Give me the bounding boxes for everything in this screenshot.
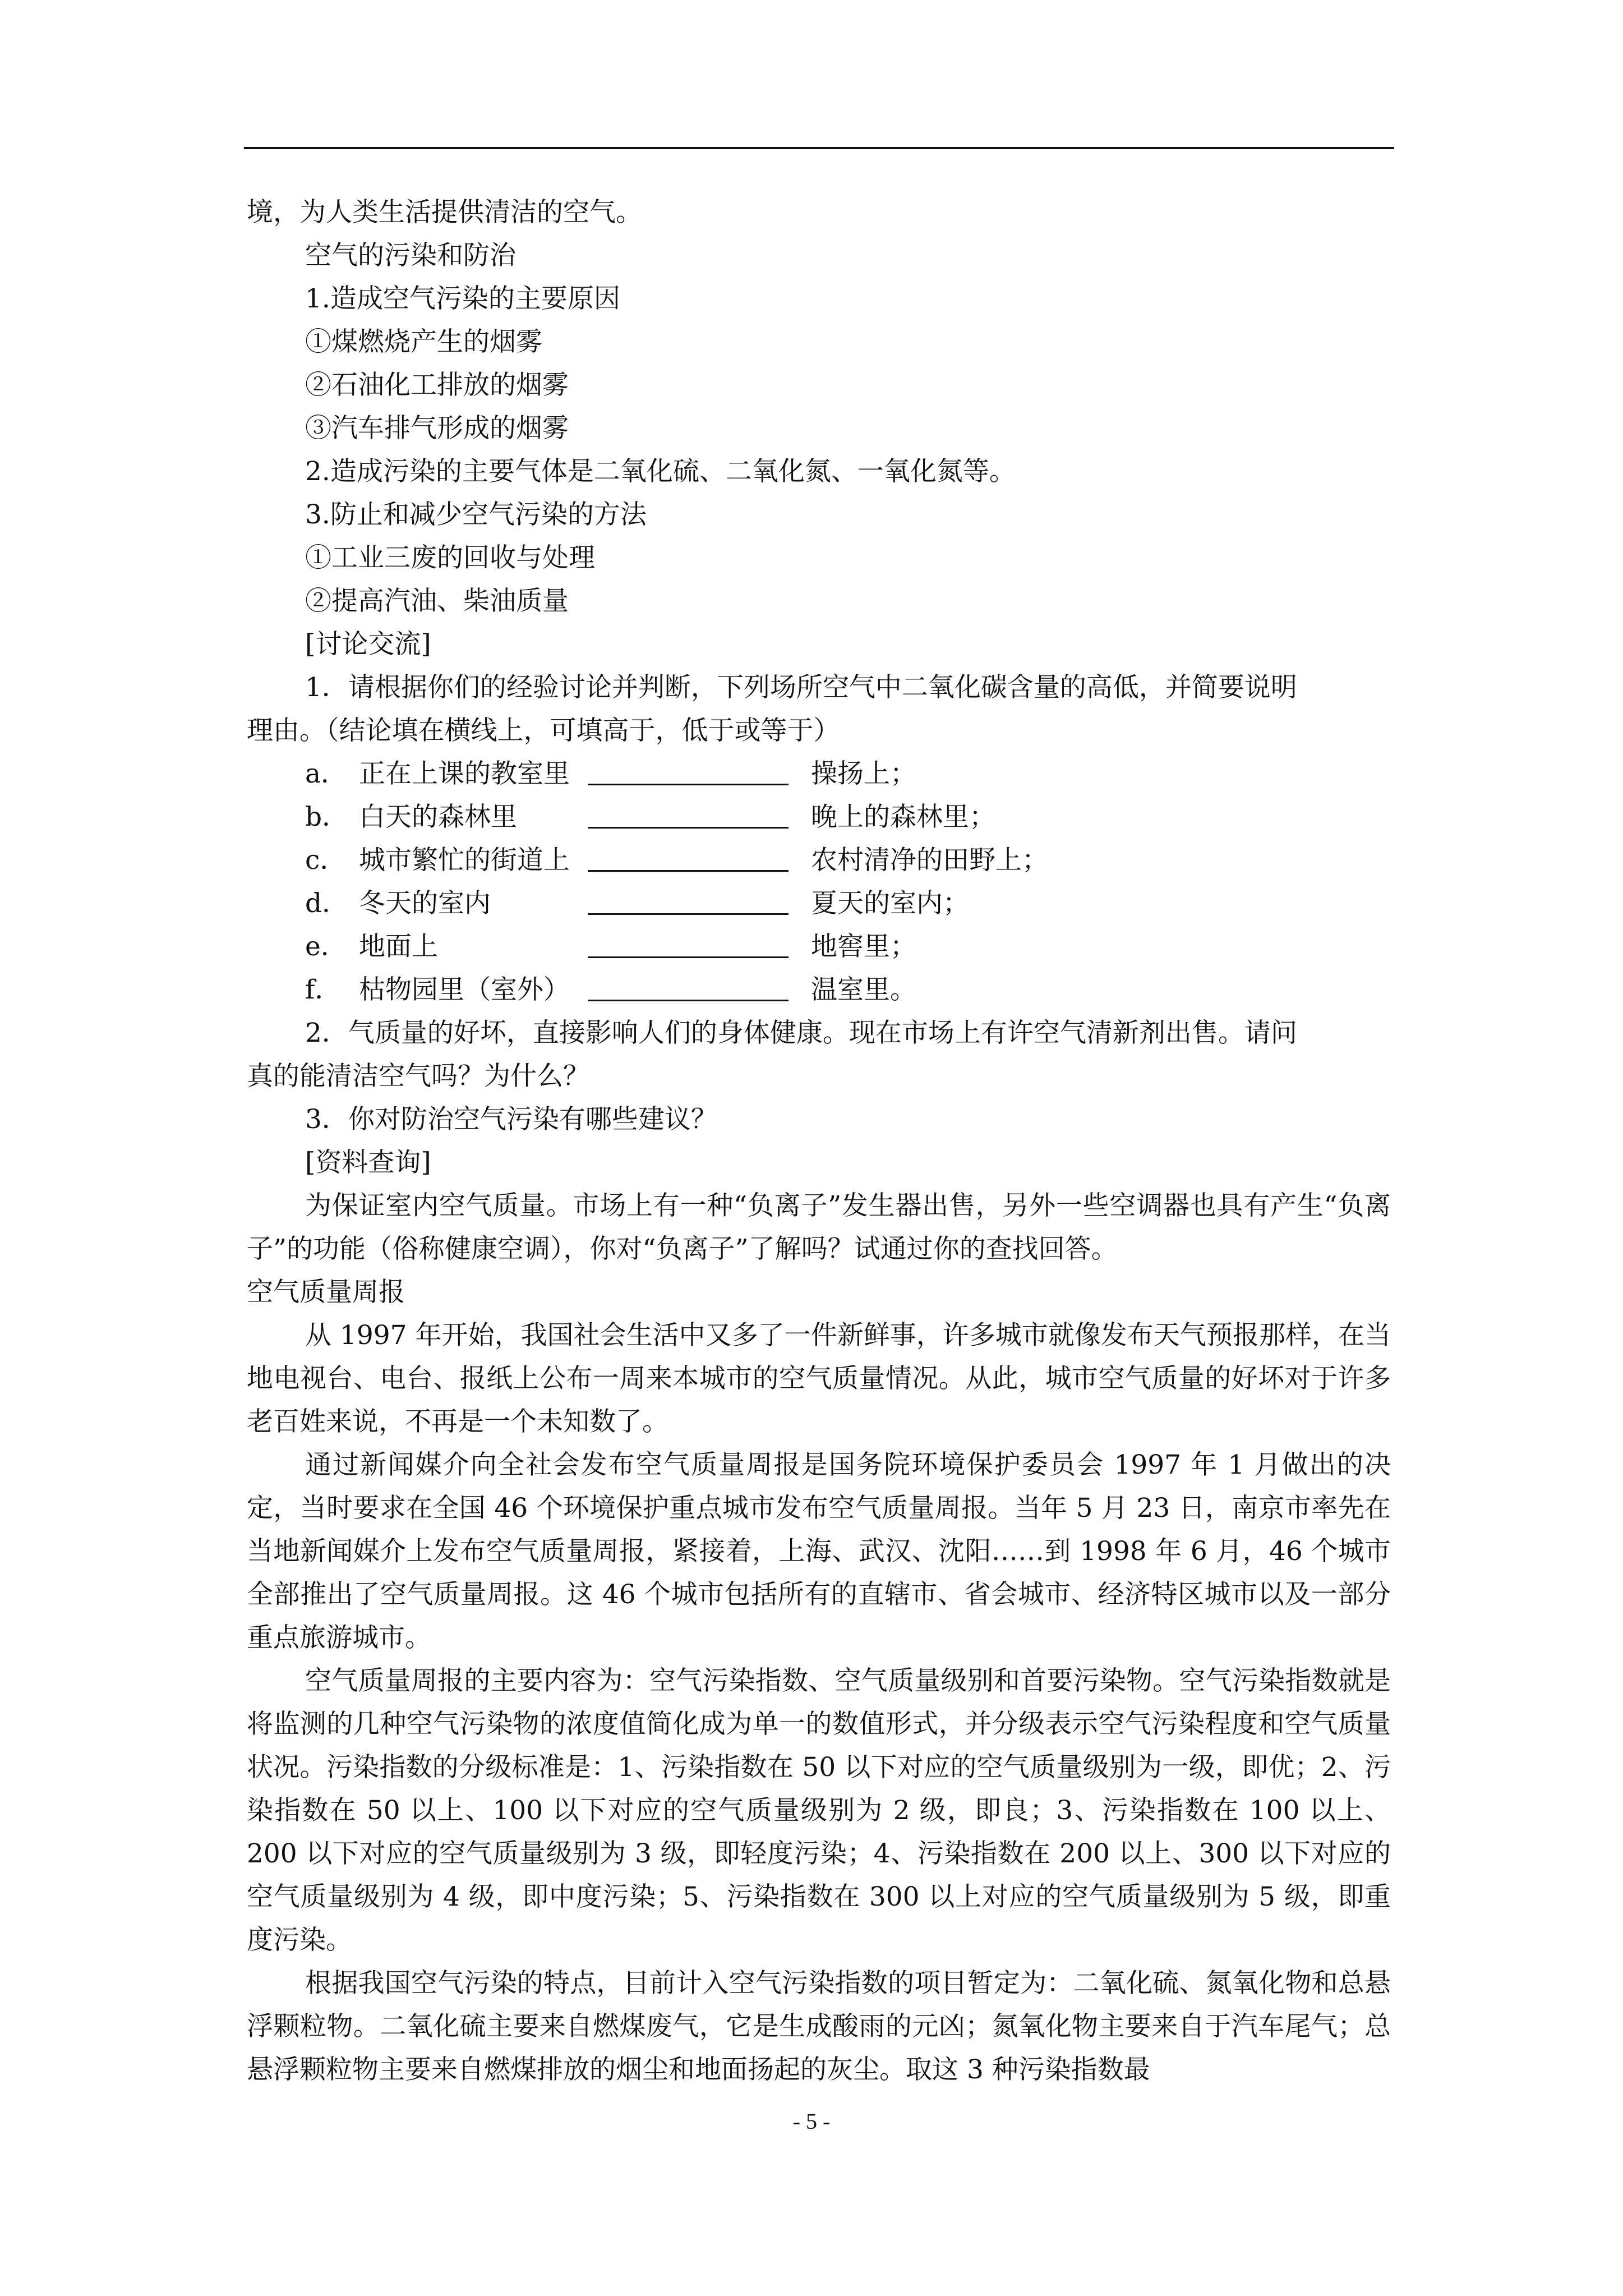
row-label: d．	[305, 888, 349, 919]
resource-paragraph: 为保证室内空气质量。市场上有一种“负离子”发生器出售，另外一些空调器也具有产生“负离子”的功能（俗称健康空调），你对“负离子”了解吗？试通过你的查找回答。	[247, 1190, 1391, 1264]
page-number: - 5 -	[792, 2109, 831, 2134]
row-right-place: 晚上的森林里；	[811, 802, 995, 832]
document-body	[247, 191, 1391, 2091]
list-item: ②提高汽油、柴油质量	[305, 586, 569, 616]
row-left-place: 地面上	[359, 931, 438, 962]
answer-blank	[588, 827, 789, 829]
body-paragraph: 从 1997 年开始，我国社会生活中又多了一件新鲜事，许多城市就像发布天气预报那样，在当地电视台、电台、报纸上公布一周来本城市的空气质量情况。从此，城市空气质量的好坏对于许多老百姓来说，不再是一个未知数了。	[247, 1320, 1391, 1437]
row-right-place: 操扬上；	[811, 758, 916, 789]
comparison-row	[247, 882, 1391, 925]
comparison-row	[247, 795, 1391, 839]
list-item: ②石油化工排放的烟雾	[305, 370, 569, 401]
row-right-place: 夏天的室内；	[811, 888, 969, 919]
question-1-line-1: 1．请根据你们的经验讨论并判断，下列场所空气中二氧化碳含量的高低，并简要说明	[305, 672, 1297, 703]
row-label: e．	[305, 931, 347, 962]
text-line: 3.防止和减少空气污染的方法	[305, 499, 647, 530]
list-item: ①煤燃烧产生的烟雾	[305, 326, 542, 357]
comparison-row	[247, 968, 1391, 1011]
header-rule	[244, 147, 1394, 149]
body-paragraph: 空气质量周报的主要内容为：空气污染指数、空气质量级别和首要污染物。空气污染指数就是将监测的几种空气污染物的浓度值简化成为单一的数值形式，并分级表示空气污染程度和空气质量状况。污染指数的分级标准是：1、污染指数在 50 以下对应的空气质量级别为一级，即优；2、污染指数在 50 以上、100 以下对应的空气质量级别为 2 级，即良；3、污染指数在 100 以上、200 以下对应的空气质量级别为 3 级，即轻度污染；4、污染指数在 200 以上、300 以下对应的空气质量级别为 4 级，即中度污染；5、污染指数在 300 以上对应的空气质量级别为 5 级，即重度污染。	[247, 1665, 1391, 1955]
row-label: f．	[305, 974, 342, 1005]
answer-blank	[588, 870, 789, 872]
text-line: 2.造成污染的主要气体是二氧化硫、二氧化氮、一氧化氮等。	[305, 456, 1016, 487]
question-2-line-2: 真的能清洁空气吗？为什么？	[247, 1061, 589, 1092]
row-right-place: 地窖里；	[811, 931, 916, 962]
row-label: c．	[305, 845, 347, 876]
resource-heading: [资料查询]	[305, 1147, 431, 1178]
comparison-row	[247, 839, 1391, 882]
answer-blank	[588, 1000, 789, 1001]
section-heading: 空气的污染和防治	[305, 240, 516, 271]
body-paragraph: 根据我国空气污染的特点，目前计入空气污染指数的项目暂定为：二氧化硫、氮氧化物和总悬浮颗粒物。二氧化硫主要来自燃煤废气，它是生成酸雨的元凶；氮氧化物主要来自于汽车尾气；总悬浮颗粒物主要来自燃煤排放的烟尘和地面扬起的灰尘。取这 3 种污染指数最	[247, 1968, 1391, 2085]
text-line: 1.造成空气污染的主要原因	[305, 283, 620, 314]
weekly-report-title: 空气质量周报	[247, 1277, 405, 1308]
row-left-place: 正在上课的教室里	[359, 758, 570, 789]
answer-blank	[588, 956, 789, 958]
answer-blank	[588, 913, 789, 915]
body-paragraph: 通过新闻媒介向全社会发布空气质量周报是国务院环境保护委员会 1997 年 1 月做出的决定，当时要求在全国 46 个环境保护重点城市发布空气质量周报。当年 5 月 23 日，南京市率先在当地新闻媒介上发布空气质量周报，紧接着，上海、武汉、沈阳……到 1998 年 6 月，46 个城市全部推出了空气质量周报。这 46 个城市包括所有的直辖市、省会城市、经济特区城市以及一部分重点旅游城市。	[247, 1450, 1391, 1653]
row-label: a．	[305, 758, 348, 789]
row-left-place: 城市繁忙的街道上	[359, 845, 570, 876]
comparison-row	[247, 752, 1391, 795]
question-2-line-1: 2．气质量的好坏，直接影响人们的身体健康。现在市场上有许空气清新剂出售。请问	[305, 1018, 1297, 1048]
text-line: 境，为人类生活提供清洁的空气。	[247, 197, 642, 228]
list-item: ①工业三废的回收与处理	[305, 542, 595, 573]
row-right-place: 温室里。	[811, 974, 916, 1005]
comparison-row	[247, 925, 1391, 968]
question-3: 3．你对防治空气污染有哪些建议？	[305, 1104, 717, 1135]
answer-blank	[588, 784, 789, 785]
row-label: b．	[305, 802, 349, 832]
row-left-place: 冬天的室内	[359, 888, 491, 919]
row-left-place: 白天的森林里	[359, 802, 517, 832]
list-item: ③汽车排气形成的烟雾	[305, 413, 569, 444]
discussion-heading: [讨论交流]	[305, 629, 431, 660]
row-left-place: 枯物园里（室外）	[359, 974, 570, 1005]
question-1-line-2: 理由。（结论填在横线上，可填高于，低于或等于）	[247, 715, 840, 746]
row-right-place: 农村清净的田野上；	[811, 845, 1048, 876]
